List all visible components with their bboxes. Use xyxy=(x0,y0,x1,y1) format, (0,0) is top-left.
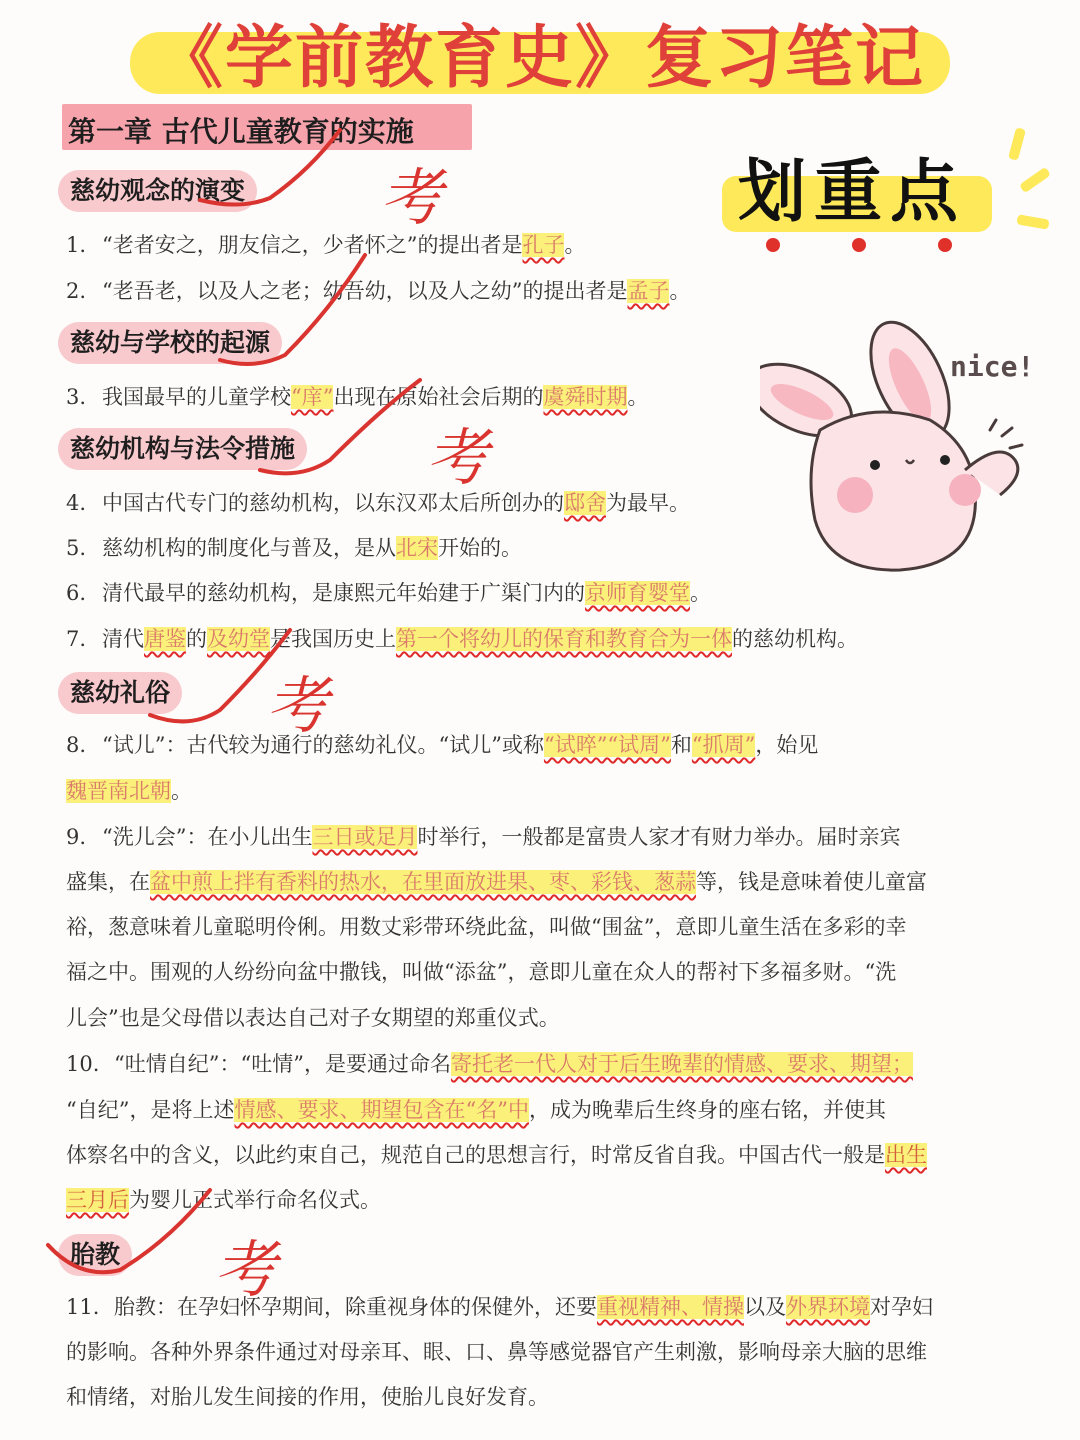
key-term: 虞舜时期 xyxy=(543,385,628,409)
key-term: 盆中煎上拌有香料的热水，在里面放进果、枣、彩钱、葱蒜 xyxy=(150,870,696,894)
item-text: “老者安之，朋友信之，少者怀之”的提出者是 xyxy=(102,233,523,257)
key-term: 出生 xyxy=(885,1143,927,1167)
item-text: “吐情自纪”：“吐情”，是要通过命名 xyxy=(114,1052,451,1076)
key-term: “抓周” xyxy=(691,733,756,757)
item-text: 出现在原始社会后期的 xyxy=(333,385,544,409)
section-heading: 慈幼与学校的起源 xyxy=(58,322,282,364)
item-text: 中国古代专门的慈幼机构，以东汉邓太后所创办的 xyxy=(102,491,564,515)
key-term: 北宋 xyxy=(396,536,438,560)
item-text: 对孕妇 xyxy=(870,1295,933,1319)
item-9-line-3: 裕，葱意味着儿童聪明伶俐。用数丈彩带环绕此盆，叫做“围盆”，意即儿童生活在多彩的幸 xyxy=(66,915,907,939)
item-number: 7. xyxy=(66,627,87,651)
item-number: 8. xyxy=(66,733,87,757)
key-term: 孔子 xyxy=(522,233,565,257)
item-text: 为婴儿正式举行命名仪式。 xyxy=(129,1188,381,1212)
exam-mark: 考 xyxy=(214,1233,277,1306)
item-3 xyxy=(66,382,648,412)
key-term: 唐鉴 xyxy=(144,627,186,651)
item-text: 以及 xyxy=(744,1295,786,1319)
key-term: “庠” xyxy=(291,385,334,409)
item-text: 开始的。 xyxy=(438,536,522,560)
item-text: “洗儿会”：在小儿出生 xyxy=(102,825,313,849)
item-2 xyxy=(66,276,690,306)
key-term: 重视精神、情操 xyxy=(597,1295,744,1319)
item-11-line-3: 和情绪，对胎儿发生间接的作用，使胎儿良好发育。 xyxy=(66,1385,549,1409)
key-term: 及幼堂 xyxy=(207,627,270,651)
item-text: 我国最早的儿童学校 xyxy=(102,385,291,409)
key-term: 京师育婴堂 xyxy=(585,581,690,605)
sparkle-ray xyxy=(1008,127,1026,160)
item-10-line-3 xyxy=(66,1140,927,1170)
item-10 xyxy=(66,1049,913,1079)
item-text: 慈幼机构的制度化与普及，是从 xyxy=(102,536,396,560)
item-number: 6. xyxy=(66,581,87,605)
item-text: 和 xyxy=(670,733,692,757)
key-term: 情感、要求、期望包含在“名”中 xyxy=(234,1098,529,1122)
item-6 xyxy=(66,578,711,608)
key-term: 三日或足月 xyxy=(312,825,418,849)
item-number: 9. xyxy=(66,825,87,849)
item-number: 11. xyxy=(66,1295,100,1319)
item-1 xyxy=(66,230,585,260)
exam-mark: 考 xyxy=(426,421,489,494)
key-term: 第一个将幼儿的保育和教育合为一体 xyxy=(396,627,732,651)
item-text: 时举行，一般都是富贵人家才有财力举办。届时亲宾 xyxy=(417,825,901,849)
item-text: 是我国历史上 xyxy=(270,627,396,651)
key-term: 外界环境 xyxy=(786,1295,870,1319)
item-number: 4. xyxy=(66,491,87,515)
exam-mark: 考 xyxy=(266,669,329,742)
item-text: 。 xyxy=(564,233,586,257)
item-5 xyxy=(66,533,522,563)
key-term: 孟子 xyxy=(627,279,670,303)
key-term: “试晬”“试周” xyxy=(543,733,671,757)
item-7 xyxy=(66,624,858,654)
chapter-heading xyxy=(62,104,472,150)
item-text: 的慈幼机构。 xyxy=(732,627,858,651)
sparkle-ray xyxy=(1019,167,1051,194)
item-text: 为最早。 xyxy=(606,491,690,515)
key-term: 寄托老一代人对于后生晚辈的情感、要求、期望； xyxy=(450,1052,913,1076)
item-text: 。 xyxy=(690,581,711,605)
section-heading: 慈幼机构与法令措施 xyxy=(58,428,307,470)
item-8-cont xyxy=(66,776,192,806)
sticker-dot xyxy=(852,238,866,252)
key-points-sticker xyxy=(720,130,1050,260)
item-9-line-2 xyxy=(66,867,927,897)
item-text: 清代最早的慈幼机构，是康熙元年始建于广渠门内的 xyxy=(102,581,585,605)
section-heading: 慈幼礼俗 xyxy=(58,672,182,714)
title-banner xyxy=(130,18,950,100)
item-text: “试儿”：古代较为通行的慈幼礼仪。“试儿”或称 xyxy=(102,733,544,757)
nice-label: nice! xyxy=(950,350,1035,383)
item-text: 清代 xyxy=(102,627,144,651)
item-number: 1. xyxy=(66,233,87,257)
item-9-line-5: 儿会”也是父母借以表达自己对子女期望的郑重仪式。 xyxy=(66,1006,560,1030)
item-9 xyxy=(66,822,900,852)
item-text: 。 xyxy=(627,385,649,409)
item-text: 盛集，在 xyxy=(66,870,150,894)
item-number: 2. xyxy=(66,279,87,303)
page-title: 《学前教育史》复习笔记 xyxy=(154,19,925,98)
chapter-title: 第一章 古代儿童教育的实施 xyxy=(68,115,414,148)
item-text: 等，钱是意味着使儿童富 xyxy=(696,870,927,894)
key-term: 三月后 xyxy=(66,1188,129,1212)
key-term: 邸舍 xyxy=(564,491,606,515)
item-8 xyxy=(66,730,818,760)
sticker-dot xyxy=(766,238,780,252)
item-9-line-4: 福之中。围观的人纷纷向盆中撒钱，叫做“添盆”，意即儿童在众人的帮衬下多福多财。“洗 xyxy=(66,960,897,984)
item-11 xyxy=(66,1292,933,1322)
item-text: 。 xyxy=(171,779,192,803)
section-heading: 胎教 xyxy=(58,1234,132,1276)
item-text: “老吾老，以及人之老；幼吾幼，以及人之幼”的提出者是 xyxy=(102,279,628,303)
sparkle-ray xyxy=(1016,214,1049,229)
item-10-line-4 xyxy=(66,1185,381,1215)
section-heading: 慈幼观念的演变 xyxy=(58,170,257,212)
item-number: 5. xyxy=(66,536,87,560)
item-10-line-2 xyxy=(66,1095,886,1125)
item-text: 体察名中的含义，以此约束自己，规范自己的思想言行，时常反省自我。中国古代一般是 xyxy=(66,1143,885,1167)
item-text: ，成为晚辈后生终身的座右铭，并使其 xyxy=(528,1098,886,1122)
item-text: 。 xyxy=(669,279,691,303)
item-text: 的 xyxy=(186,627,207,651)
item-4 xyxy=(66,488,690,518)
item-11-line-2: 的影响。各种外界条件通过对母亲耳、眼、口、鼻等感觉器官产生刺激，影响母亲大脑的思维 xyxy=(66,1340,927,1364)
exam-mark: 考 xyxy=(380,161,443,234)
item-number: 3. xyxy=(66,385,87,409)
key-term: 魏晋南北朝 xyxy=(66,779,171,803)
item-text: 胎教：在孕妇怀孕期间，除重视身体的保健外，还要 xyxy=(114,1295,597,1319)
sticker-text: 划重点 xyxy=(738,153,967,232)
item-number: 10. xyxy=(66,1052,100,1076)
item-text: ，始见 xyxy=(755,733,819,757)
sticker-dot xyxy=(938,238,952,252)
item-text: “自纪”，是将上述 xyxy=(66,1098,235,1122)
